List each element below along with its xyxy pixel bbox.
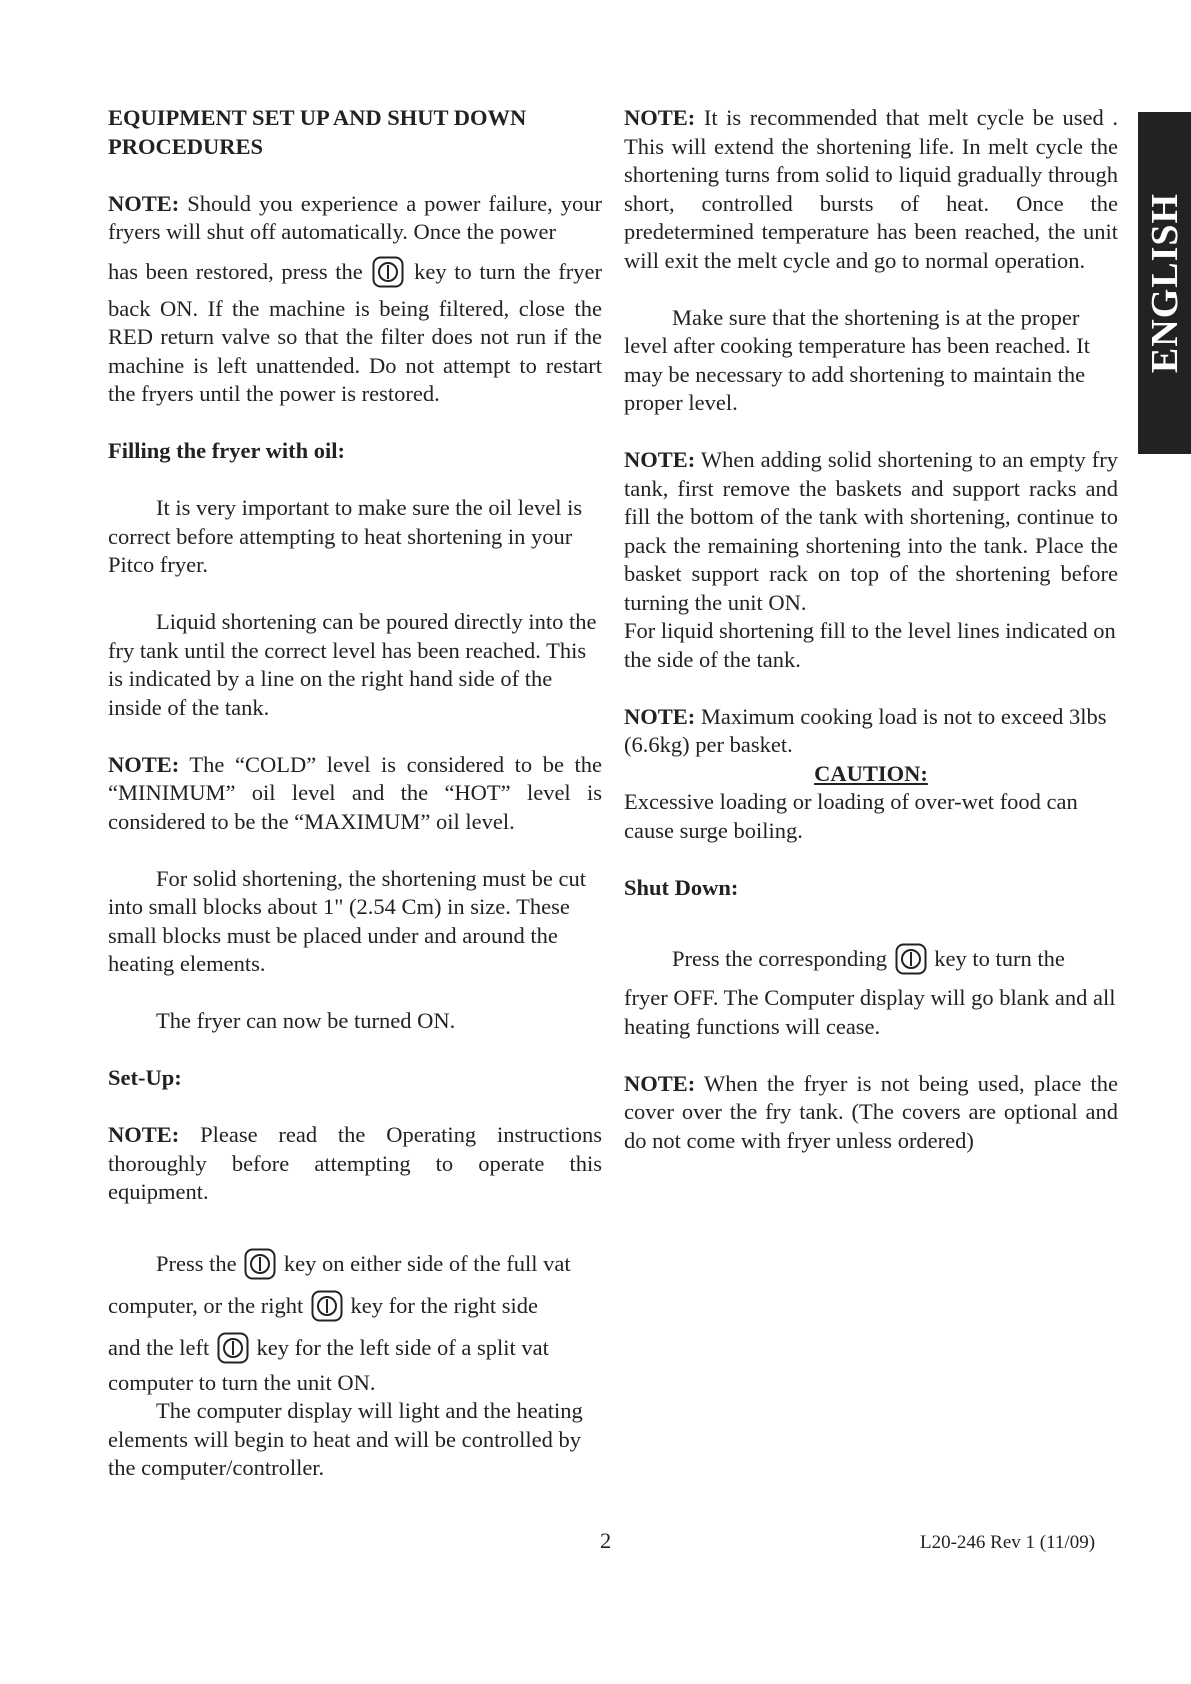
- note-label: NOTE:: [624, 1070, 696, 1096]
- turn-on-paragraph: The fryer can now be turned ON.: [156, 1008, 456, 1033]
- press-text: Press the: [156, 1250, 237, 1276]
- shutdown-text: Press the corresponding: [672, 946, 887, 971]
- melt-cycle-note: [624, 104, 1118, 275]
- power-failure-note: [108, 190, 602, 247]
- press-text: key for the left side of a split vat: [256, 1334, 549, 1360]
- setup-note-text: Please read the Operating instructions thoroughly before attempting to operate this equipment.: [108, 1122, 602, 1204]
- power-key-icon: [311, 1290, 343, 1322]
- cold-hot-note: [108, 751, 602, 837]
- shutdown-paragraph: fryer OFF. The Computer display will go blank and all heating functions will cease.: [624, 985, 1116, 1039]
- power-note-text: Should you experience a power failure, your fryers will shut off automatically. Once the power: [108, 190, 602, 244]
- setup-heading: Set-Up:: [108, 1065, 182, 1090]
- language-tab-label: ENGLISH: [1143, 192, 1186, 374]
- caution-label: CAUTION:: [814, 760, 928, 786]
- right-column: [624, 104, 1118, 1184]
- language-tab: [1138, 112, 1191, 454]
- setup-note: [108, 1121, 602, 1207]
- press-text: and the left: [108, 1334, 210, 1360]
- press-line-1: [108, 1243, 602, 1285]
- left-column: [108, 104, 602, 1511]
- solid-note-text: When adding solid shortening to an empty fry tank, first remove the baskets and support racks and fill the bottom of the tank with shortening, continue to pack the remaining shortening into the tank. Place the basket support rack on top of the shortening before turning the unit ON.: [624, 447, 1118, 615]
- document-revision: L20-246 Rev 1 (11/09): [920, 1532, 1096, 1553]
- power-key-icon: [217, 1332, 249, 1364]
- procedures-heading: [108, 104, 602, 161]
- power-note-text: key to turn the fryer: [414, 258, 603, 284]
- note-label: NOTE:: [108, 190, 180, 216]
- cold-hot-note-text: The “COLD” level is considered to be the “MINIMUM” oil level and the “HOT” level is considered to be the “MAXIMUM” oil level.: [108, 751, 602, 834]
- note-label: NOTE:: [108, 751, 180, 777]
- note-label: NOTE:: [624, 447, 696, 472]
- power-failure-note-cont: [108, 295, 602, 409]
- power-note-text: has been restored, press the: [108, 258, 363, 284]
- press-text: computer, or the right: [108, 1292, 304, 1318]
- press-text: key for the right side: [350, 1292, 538, 1318]
- liquid-fill-paragraph: For liquid shortening fill to the level lines indicated on the side of the tank.: [624, 618, 1116, 672]
- procedures-heading-line2: PROCEDURES: [108, 133, 264, 159]
- cover-note-text: When the fryer is not being used, place the cover over the fry tank. (The covers are optional and do not come with fryer unless ordered): [624, 1070, 1118, 1153]
- proper-level-paragraph: Make sure that the shortening is at the proper level after cooking temperature has been reached. It may be necessary to add shortening to maintain the proper level.: [624, 304, 1091, 415]
- press-text: key on either side of the full vat: [283, 1250, 571, 1276]
- max-load-note: [624, 703, 1118, 760]
- press-line-4: computer to turn the unit ON.: [108, 1369, 376, 1395]
- note-label: NOTE:: [624, 703, 696, 729]
- melt-note-text: It is recommended that melt cycle be used . This will extend the shortening life. In melt cycle the shortening turns from solid to liquid gradually through short, controlled bursts of heat. Once the predetermined temperature has been reached, the unit will exit the melt cycle and go to normal operation.: [624, 105, 1118, 273]
- caution-text: Excessive loading or loading of over-wet food can cause surge boiling.: [624, 789, 1078, 843]
- shutdown-text: key to turn the: [934, 946, 1065, 971]
- liquid-shortening-paragraph: Liquid shortening can be poured directly into the fry tank until the correct level has been reached. This is indicated by a line on the right hand side of the inside of the tank.: [108, 609, 597, 720]
- shutdown-heading: Shut Down:: [624, 874, 739, 900]
- cover-note: [624, 1070, 1118, 1156]
- power-key-icon: [895, 943, 927, 975]
- solid-shortening-paragraph: For solid shortening, the shortening must be cut into small blocks about 1" (2.54 Cm) in size. These small blocks must be placed under and around the heating elements.: [108, 865, 586, 976]
- filling-heading: Filling the fryer with oil:: [108, 438, 346, 463]
- max-load-text: Maximum cooking load is not to exceed 3lbs (6.6kg) per basket.: [624, 703, 1107, 757]
- page-number: 2: [600, 1528, 612, 1553]
- power-key-icon: [244, 1248, 276, 1280]
- shutdown-key-line: [624, 938, 1118, 980]
- power-failure-key-line: [108, 251, 602, 293]
- display-paragraph: The computer display will light and the heating elements will begin to heat and will be controlled by the computer/controller.: [108, 1398, 583, 1480]
- procedures-heading-line1: EQUIPMENT SET UP AND SHUT DOWN: [108, 105, 527, 130]
- note-label: NOTE:: [624, 105, 696, 130]
- press-line-3: [108, 1327, 602, 1369]
- caution-heading: [624, 760, 1118, 789]
- note-label: NOTE:: [108, 1122, 180, 1147]
- oil-level-paragraph: It is very important to make sure the oil level is correct before attempting to heat shortening in your Pitco fryer.: [108, 495, 583, 577]
- power-key-icon: [372, 256, 404, 288]
- solid-shortening-note: [624, 446, 1118, 617]
- power-note-text: back ON. If the machine is being filtered, close the RED return valve so that the filter does not run if the machine is left unattended. Do not attempt to restart the fryers until the power is restored.: [108, 295, 602, 406]
- press-line-2: [108, 1285, 602, 1327]
- setup-press-instructions: [108, 1243, 602, 1369]
